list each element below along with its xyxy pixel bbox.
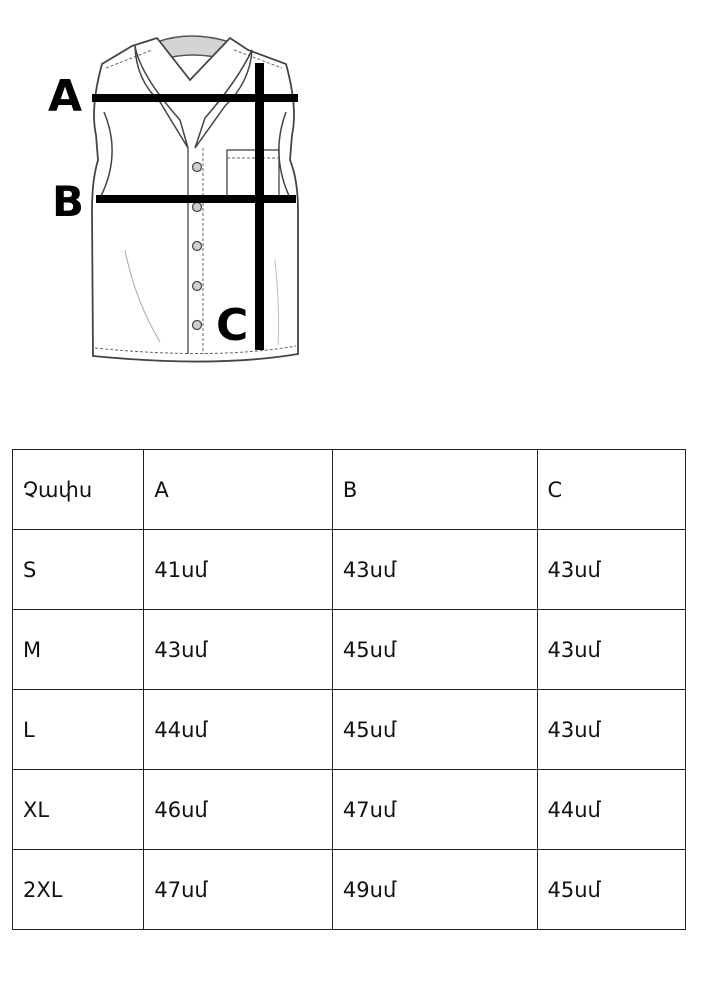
table-header-row — [13, 450, 686, 530]
vest-measurement-diagram — [40, 20, 320, 370]
header-cell-size: Չափս — [13, 450, 144, 530]
vest-illustration — [40, 20, 320, 370]
table-row — [13, 690, 686, 770]
value-cell-b: 45սմ — [332, 690, 537, 770]
size-cell: 2XL — [13, 850, 144, 930]
measure-line-b — [96, 195, 296, 203]
value-cell-c: 45սմ — [537, 850, 685, 930]
header-cell-b: B — [332, 450, 537, 530]
value-cell-c: 43սմ — [537, 610, 685, 690]
table-row — [13, 850, 686, 930]
label-b: B — [52, 177, 85, 226]
value-cell-b: 47սմ — [332, 770, 537, 850]
measure-line-c — [255, 63, 264, 350]
size-cell: S — [13, 530, 144, 610]
table-row — [13, 610, 686, 690]
size-cell: L — [13, 690, 144, 770]
label-a: A — [48, 71, 83, 122]
measure-line-a — [92, 94, 298, 102]
value-cell-b: 49սմ — [332, 850, 537, 930]
table-row — [13, 770, 686, 850]
value-cell-a: 47սմ — [144, 850, 333, 930]
header-cell-a: A — [144, 450, 333, 530]
value-cell-a: 44սմ — [144, 690, 333, 770]
value-cell-c: 44սմ — [537, 770, 685, 850]
table-row — [13, 530, 686, 610]
value-cell-c: 43սմ — [537, 530, 685, 610]
value-cell-a: 46սմ — [144, 770, 333, 850]
size-cell: M — [13, 610, 144, 690]
header-cell-c: C — [537, 450, 685, 530]
value-cell-a: 41սմ — [144, 530, 333, 610]
label-c: C — [216, 300, 249, 351]
value-cell-a: 43սմ — [144, 610, 333, 690]
size-cell: XL — [13, 770, 144, 850]
value-cell-c: 43սմ — [537, 690, 685, 770]
value-cell-b: 45սմ — [332, 610, 537, 690]
value-cell-b: 43սմ — [332, 530, 537, 610]
size-chart-table — [12, 449, 686, 930]
